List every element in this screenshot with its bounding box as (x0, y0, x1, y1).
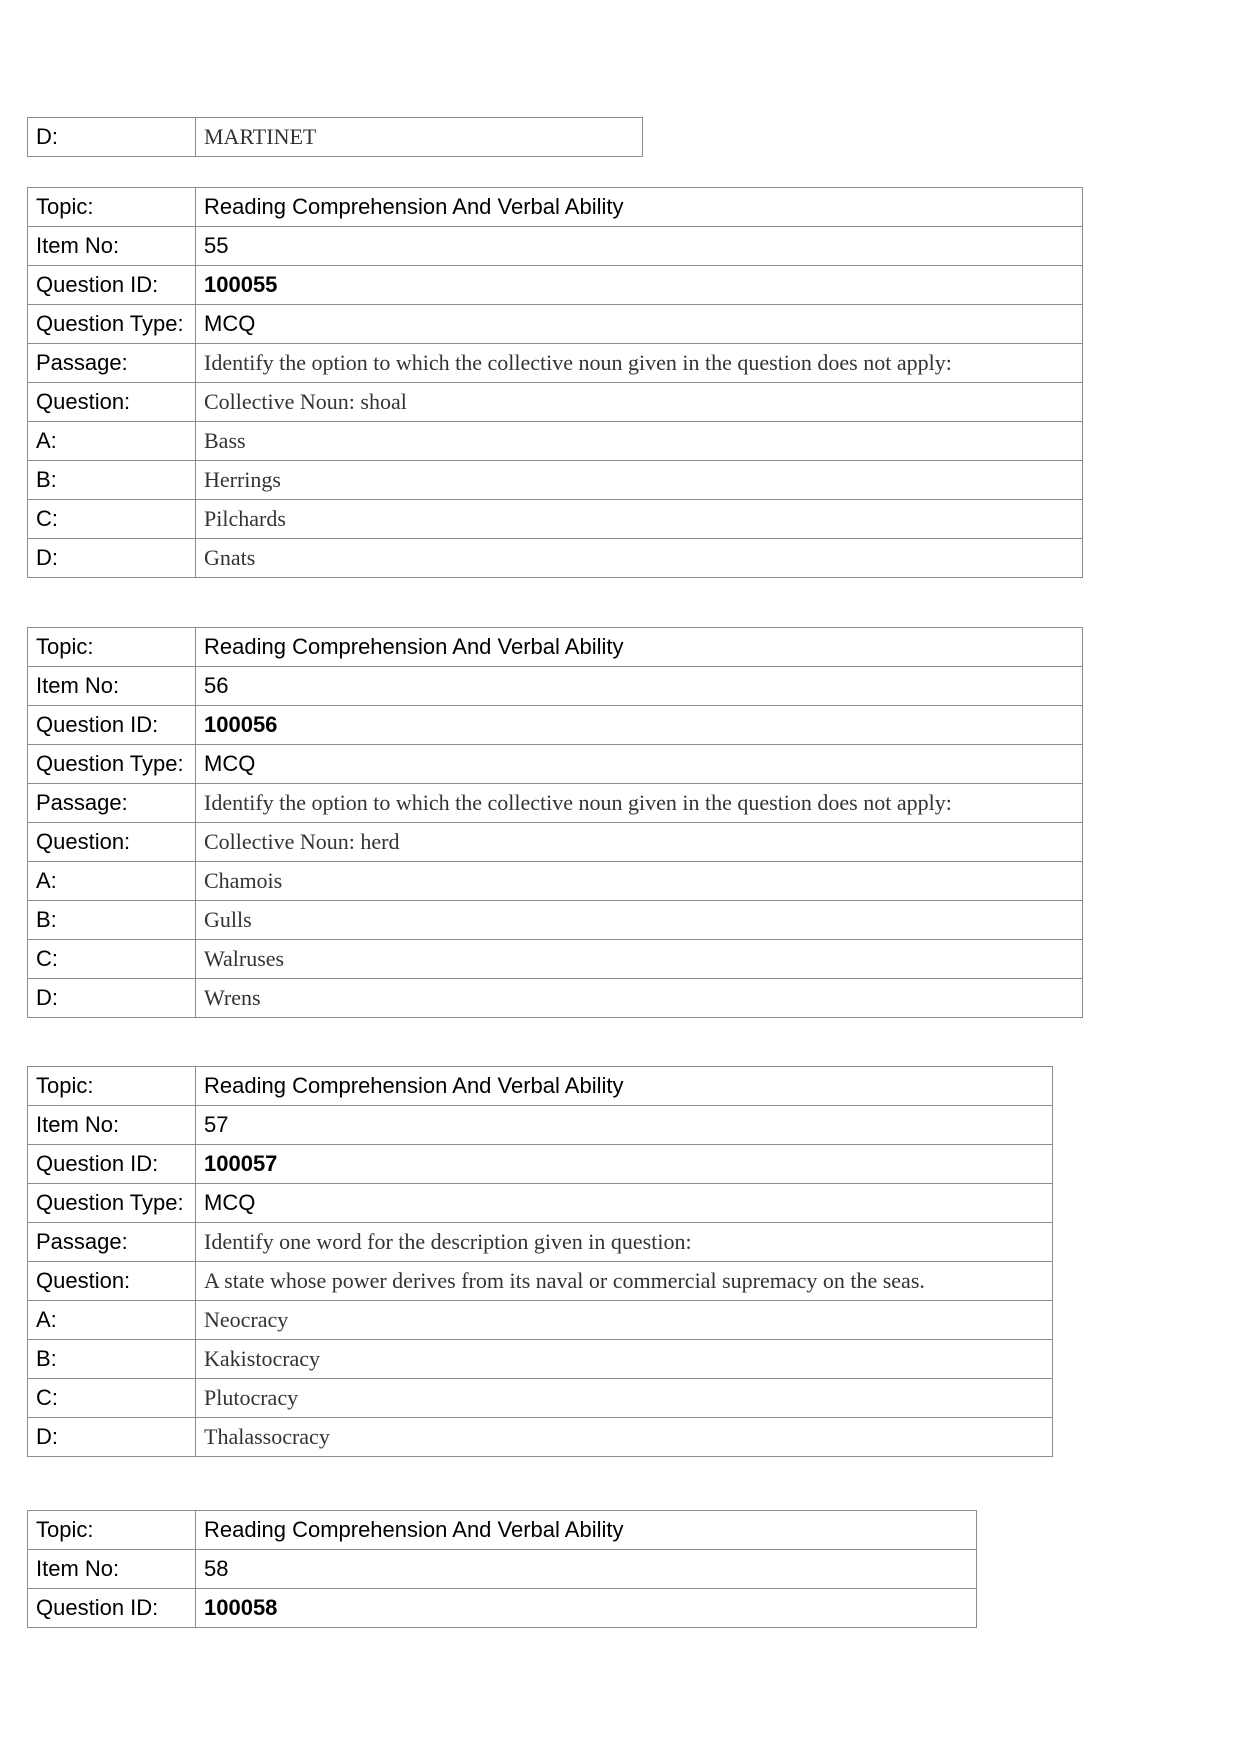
option-label: D: (28, 118, 196, 157)
passage-row (28, 1223, 1053, 1262)
option-row-b (28, 901, 1083, 940)
question-table-56 (27, 627, 1083, 1018)
option-row-c (28, 940, 1083, 979)
passage-label: Passage: (28, 344, 196, 383)
option-text: Bass (196, 422, 1083, 461)
item-no-row (28, 1106, 1053, 1145)
question-label: Question: (28, 383, 196, 422)
topic-row (28, 188, 1083, 227)
option-row-c (28, 1379, 1053, 1418)
topic-label: Topic: (28, 1511, 196, 1550)
question-id-value: 100055 (196, 266, 1083, 305)
item-no-value: 57 (196, 1106, 1053, 1145)
option-label: D: (28, 1418, 196, 1457)
question-type-label: Question Type: (28, 745, 196, 784)
question-type-label: Question Type: (28, 305, 196, 344)
option-text: Neocracy (196, 1301, 1053, 1340)
option-text: Thalassocracy (196, 1418, 1053, 1457)
option-text: Pilchards (196, 500, 1083, 539)
option-row-d (28, 539, 1083, 578)
option-text: Plutocracy (196, 1379, 1053, 1418)
passage-label: Passage: (28, 1223, 196, 1262)
option-row-d (28, 979, 1083, 1018)
topic-label: Topic: (28, 188, 196, 227)
question-id-value: 100058 (196, 1589, 977, 1628)
topic-row (28, 628, 1083, 667)
option-label: C: (28, 1379, 196, 1418)
topic-value: Reading Comprehension And Verbal Ability (196, 1067, 1053, 1106)
question-row (28, 823, 1083, 862)
question-type-label: Question Type: (28, 1184, 196, 1223)
option-label: B: (28, 461, 196, 500)
passage-row (28, 344, 1083, 383)
topic-label: Topic: (28, 628, 196, 667)
option-text: Walruses (196, 940, 1083, 979)
item-no-value: 56 (196, 667, 1083, 706)
item-no-label: Item No: (28, 227, 196, 266)
passage-row (28, 784, 1083, 823)
question-id-row (28, 266, 1083, 305)
question-row (28, 1262, 1053, 1301)
question-table-fragment (27, 117, 643, 157)
topic-row (28, 1067, 1053, 1106)
item-no-label: Item No: (28, 1106, 196, 1145)
option-label: D: (28, 539, 196, 578)
item-no-label: Item No: (28, 667, 196, 706)
question-id-value: 100057 (196, 1145, 1053, 1184)
option-row-b (28, 1340, 1053, 1379)
question-text: A state whose power derives from its naval or commercial supremacy on the seas. (196, 1262, 1053, 1301)
topic-value: Reading Comprehension And Verbal Ability (196, 188, 1083, 227)
option-label: B: (28, 1340, 196, 1379)
passage-label: Passage: (28, 784, 196, 823)
option-row-d (28, 118, 643, 157)
option-label: D: (28, 979, 196, 1018)
question-text: Collective Noun: herd (196, 823, 1083, 862)
question-id-label: Question ID: (28, 266, 196, 305)
question-table-58 (27, 1510, 977, 1628)
option-text: Gnats (196, 539, 1083, 578)
option-row-d (28, 1418, 1053, 1457)
question-text: Collective Noun: shoal (196, 383, 1083, 422)
option-label: C: (28, 500, 196, 539)
question-label: Question: (28, 1262, 196, 1301)
option-row-c (28, 500, 1083, 539)
option-row-a (28, 862, 1083, 901)
question-type-row (28, 305, 1083, 344)
option-text: Kakistocracy (196, 1340, 1053, 1379)
question-id-row (28, 706, 1083, 745)
question-id-label: Question ID: (28, 1589, 196, 1628)
option-text: Chamois (196, 862, 1083, 901)
item-no-value: 58 (196, 1550, 977, 1589)
question-id-row (28, 1589, 977, 1628)
option-label: A: (28, 422, 196, 461)
question-id-row (28, 1145, 1053, 1184)
question-id-label: Question ID: (28, 706, 196, 745)
option-label: B: (28, 901, 196, 940)
topic-row (28, 1511, 977, 1550)
topic-value: Reading Comprehension And Verbal Ability (196, 628, 1083, 667)
passage-text: Identify the option to which the collective noun given in the question does not apply: (196, 344, 1083, 383)
option-label: C: (28, 940, 196, 979)
question-type-value: MCQ (196, 745, 1083, 784)
option-text: Gulls (196, 901, 1083, 940)
item-no-row (28, 1550, 977, 1589)
option-row-a (28, 1301, 1053, 1340)
option-text: Wrens (196, 979, 1083, 1018)
question-type-row (28, 745, 1083, 784)
option-row-b (28, 461, 1083, 500)
passage-text: Identify the option to which the collective noun given in the question does not apply: (196, 784, 1083, 823)
option-label: A: (28, 862, 196, 901)
question-id-value: 100056 (196, 706, 1083, 745)
option-text: Herrings (196, 461, 1083, 500)
question-row (28, 383, 1083, 422)
item-no-row (28, 227, 1083, 266)
question-type-value: MCQ (196, 1184, 1053, 1223)
option-row-a (28, 422, 1083, 461)
question-label: Question: (28, 823, 196, 862)
topic-label: Topic: (28, 1067, 196, 1106)
item-no-label: Item No: (28, 1550, 196, 1589)
item-no-value: 55 (196, 227, 1083, 266)
question-table-55 (27, 187, 1083, 578)
passage-text: Identify one word for the description given in question: (196, 1223, 1053, 1262)
question-type-row (28, 1184, 1053, 1223)
option-label: A: (28, 1301, 196, 1340)
question-type-value: MCQ (196, 305, 1083, 344)
item-no-row (28, 667, 1083, 706)
question-id-label: Question ID: (28, 1145, 196, 1184)
topic-value: Reading Comprehension And Verbal Ability (196, 1511, 977, 1550)
question-table-57 (27, 1066, 1053, 1457)
option-text: MARTINET (196, 118, 643, 157)
